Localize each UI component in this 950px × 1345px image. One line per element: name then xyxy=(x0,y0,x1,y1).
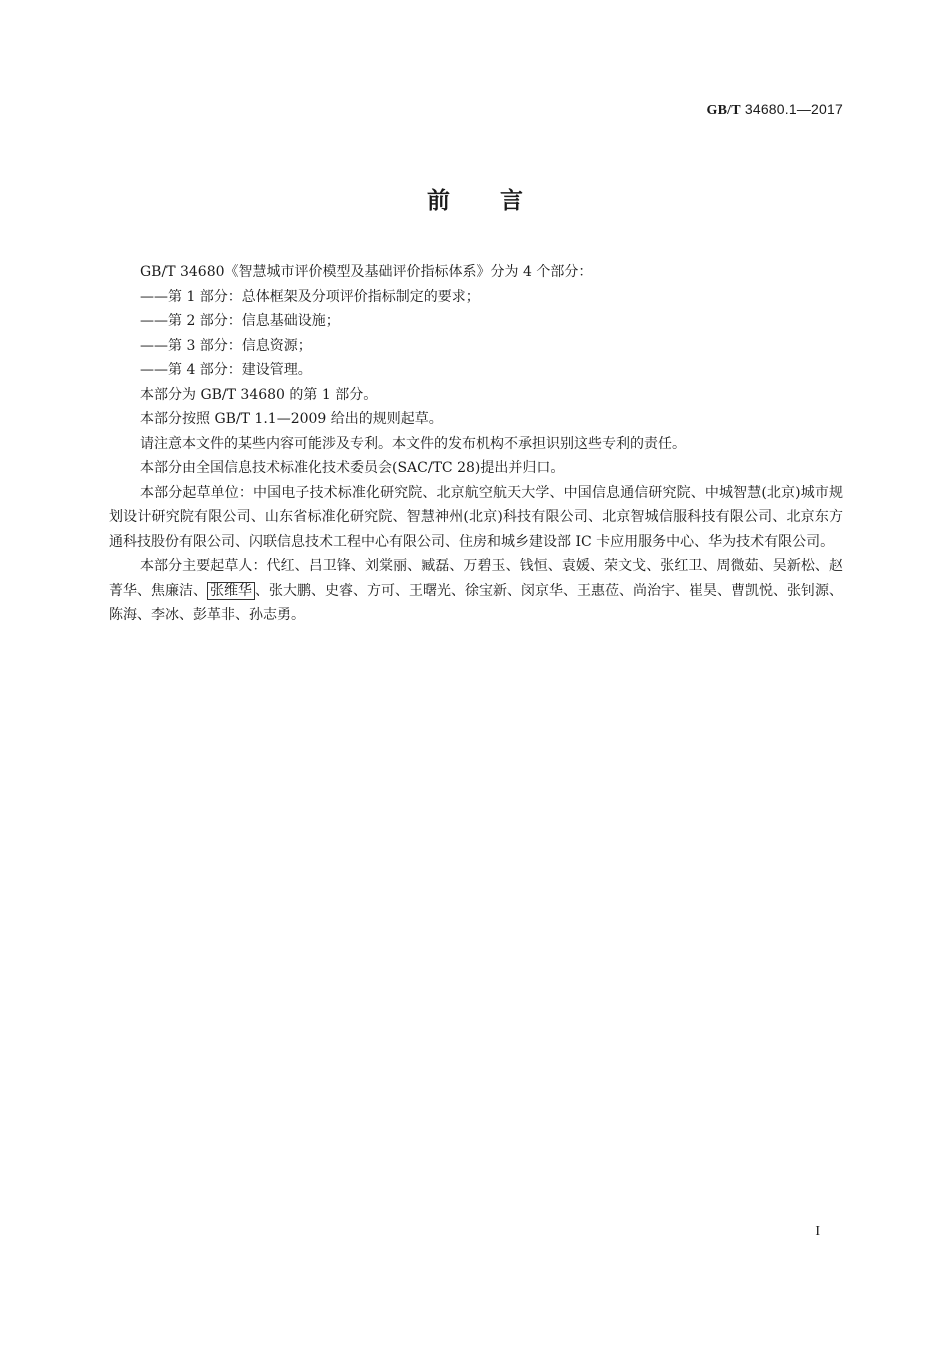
foreword-body xyxy=(109,260,843,628)
proposer-statement: 本部分由全国信息技术标准化技术委员会(SAC/TC 28)提出并归口。 xyxy=(140,460,565,476)
patent-notice: 请注意本文件的某些内容可能涉及专利。本文件的发布机构不承担识别这些专利的责任。 xyxy=(140,435,686,452)
drafters-after: 、张大鹏、史睿、方可、王曙光、徐宝新、闵京华、王惠莅、尚治宇、崔昊、曹凯悦、张钊源、陈海、李冰、彭革非、孙志勇。 xyxy=(109,582,843,623)
drafting-rules: 本部分按照 GB/T 1.1—2009 给出的规则起草。 xyxy=(140,411,443,427)
drafters-paragraph xyxy=(109,554,843,628)
part-list-item-3: ——第 3 部分：信息资源； xyxy=(140,337,312,354)
part-list-item-4: ——第 4 部分：建设管理。 xyxy=(140,362,312,378)
standard-prefix: GB/T xyxy=(706,103,741,118)
standard-number: 34680.1—2017 xyxy=(744,101,843,117)
part-list-item-1: ——第 1 部分：总体框架及分项评价指标制定的要求； xyxy=(140,288,480,305)
highlighted-drafter: 张维华 xyxy=(207,582,255,600)
page-title: 前言 xyxy=(427,188,573,214)
page-number: I xyxy=(815,1224,820,1239)
part-list-item-2: ——第 2 部分：信息基础设施； xyxy=(140,313,340,329)
part-statement: 本部分为 GB/T 34680 的第 1 部分。 xyxy=(140,386,378,403)
standard-code xyxy=(706,101,843,119)
intro-paragraph: GB/T 34680《智慧城市评价模型及基础评价指标体系》分为 4 个部分： xyxy=(140,264,593,280)
drafting-units: 本部分起草单位：中国电子技术标准化研究院、北京航空航天大学、中国信息通信研究院、中城智慧(北京)城市规划设计研究院有限公司、山东省标准化研究院、智慧神州(北京)科技有限公司、北京智城信服科技有限公司、北京东方通科技股份有限公司、闪联信息技术工程中心有限公司、住房和城乡建设部 IC 卡应用服务中心、华为技术有限公司。 xyxy=(109,484,843,550)
drafters-before: 本部分主要起草人：代红、吕卫锋、刘棠丽、臧磊、万碧玉、钱恒、袁媛、荣文戈、张红卫、周微茹、吴新松、赵菁华、焦廉洁、 xyxy=(109,558,843,599)
